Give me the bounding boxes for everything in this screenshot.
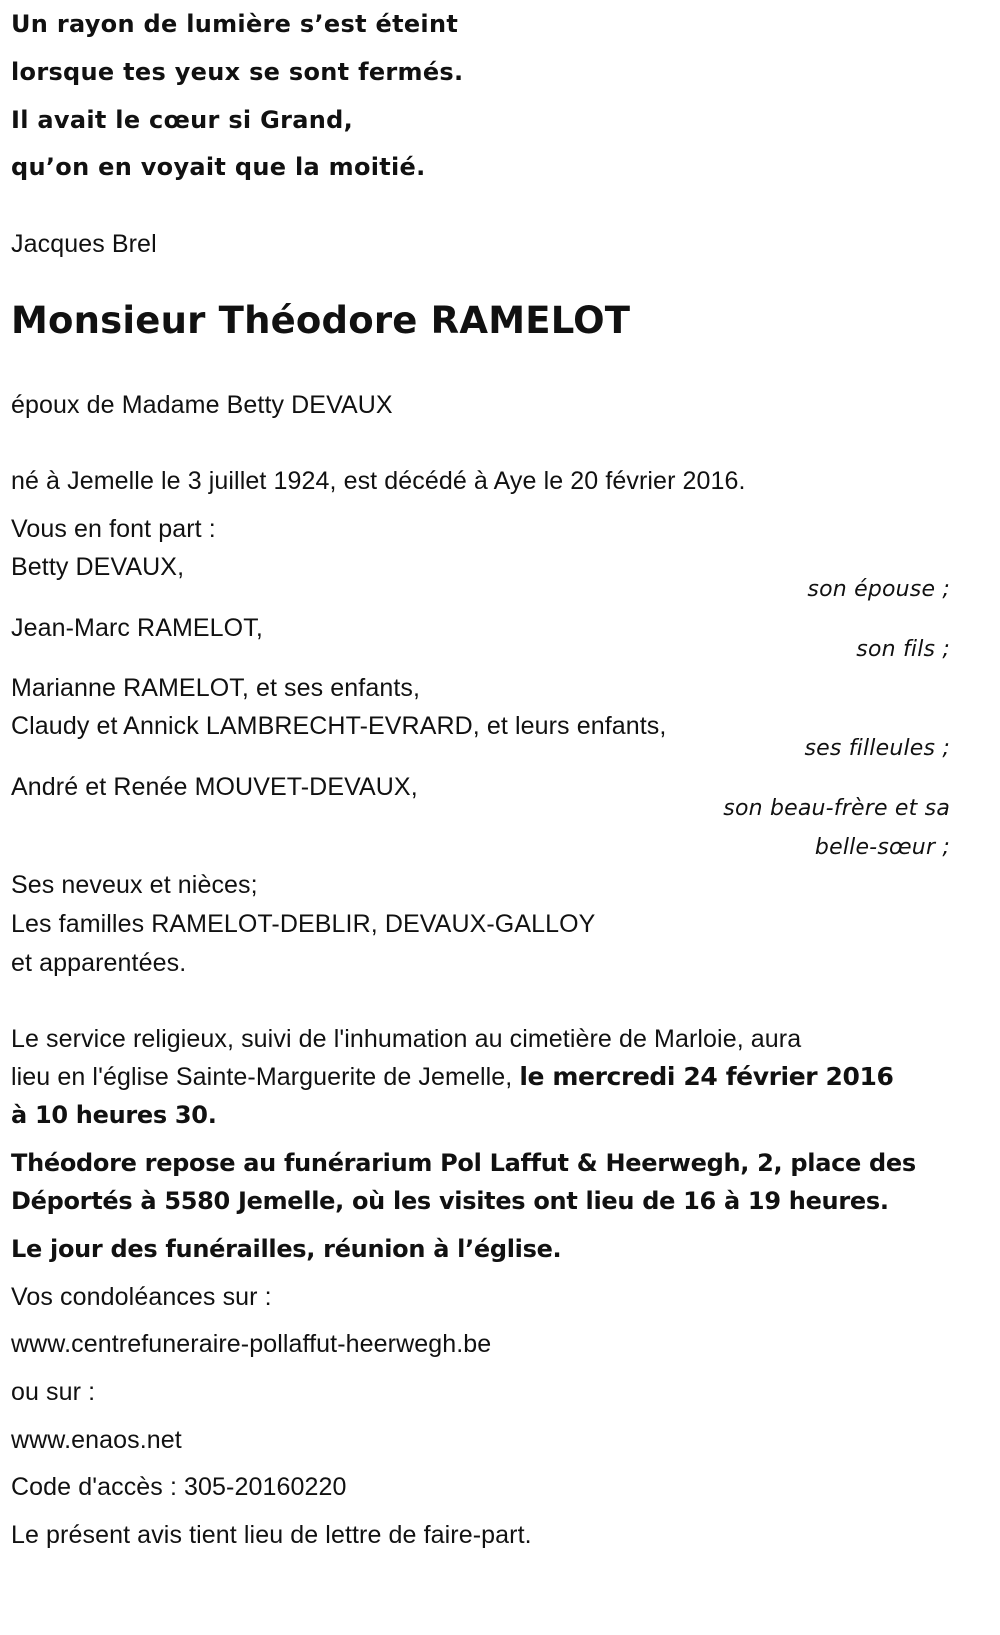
family-member-relation: belle-sœur ; xyxy=(814,835,950,860)
service-line xyxy=(11,1062,893,1092)
family-intro: Vous en font part : xyxy=(11,515,216,543)
family-other-line: Ses neveux et nièces; xyxy=(11,871,258,899)
spouse-line: époux de Madame Betty DEVAUX xyxy=(11,391,393,419)
poem-author: Jacques Brel xyxy=(11,230,157,258)
family-member-name: Marianne RAMELOT, et ses enfants, xyxy=(11,674,421,702)
family-member-name: André et Renée MOUVET-DEVAUX, xyxy=(11,773,418,801)
family-member-relation: son beau-frère et sa xyxy=(723,796,950,821)
family-member-name: Jean-Marc RAMELOT, xyxy=(11,614,263,642)
family-member-name: Betty DEVAUX, xyxy=(11,553,185,581)
poem-line: Il avait le cœur si Grand, xyxy=(11,106,354,134)
family-member-name: Claudy et Annick LAMBRECHT-EVRARD, et leurs enfants, xyxy=(11,712,667,740)
service-time: à 10 heures 30. xyxy=(11,1101,217,1129)
condolences-or: ou sur : xyxy=(11,1378,96,1406)
funeral-center-link[interactable]: www.centrefuneraire-pollaffut-heerwegh.be xyxy=(11,1330,492,1358)
access-code: Code d'accès : 305-20160220 xyxy=(11,1473,347,1501)
repose-line: Déportés à 5580 Jemelle, où les visites ont lieu de 16 à 19 heures. xyxy=(11,1187,889,1215)
family-other-line: et apparentées. xyxy=(11,949,187,977)
service-location: lieu en l'église Sainte-Marguerite de Jemelle, xyxy=(11,1063,520,1091)
deceased-name-title: Monsieur Théodore RAMELOT xyxy=(11,299,631,342)
poem-line: lorsque tes yeux se sont fermés. xyxy=(11,58,464,86)
enaos-link[interactable]: www.enaos.net xyxy=(11,1426,182,1454)
poem-line: Un rayon de lumière s’est éteint xyxy=(11,10,459,38)
footer-note: Le présent avis tient lieu de lettre de faire-part. xyxy=(11,1521,532,1549)
family-member-relation: son épouse ; xyxy=(807,577,950,602)
meeting-line: Le jour des funérailles, réunion à l’église. xyxy=(11,1235,562,1263)
birth-death-line: né à Jemelle le 3 juillet 1924, est décédé à Aye le 20 février 2016. xyxy=(11,467,746,495)
service-date: le mercredi 24 février 2016 xyxy=(519,1062,894,1091)
condolences-url-enaos[interactable] xyxy=(11,1425,182,1455)
family-member-relation: son fils ; xyxy=(856,637,950,662)
condolences-url-funeral-center[interactable] xyxy=(11,1329,491,1359)
family-member-relation: ses filleules ; xyxy=(804,736,950,761)
service-line: Le service religieux, suivi de l'inhumation au cimetière de Marloie, aura xyxy=(11,1025,802,1053)
family-other-line: Les familles RAMELOT-DEBLIR, DEVAUX-GALLOY xyxy=(11,910,596,938)
condolences-intro: Vos condoléances sur : xyxy=(11,1283,272,1311)
poem-line: qu’on en voyait que la moitié. xyxy=(11,153,426,181)
repose-line: Théodore repose au funérarium Pol Laffut & Heerwegh, 2, place des xyxy=(11,1149,916,1177)
